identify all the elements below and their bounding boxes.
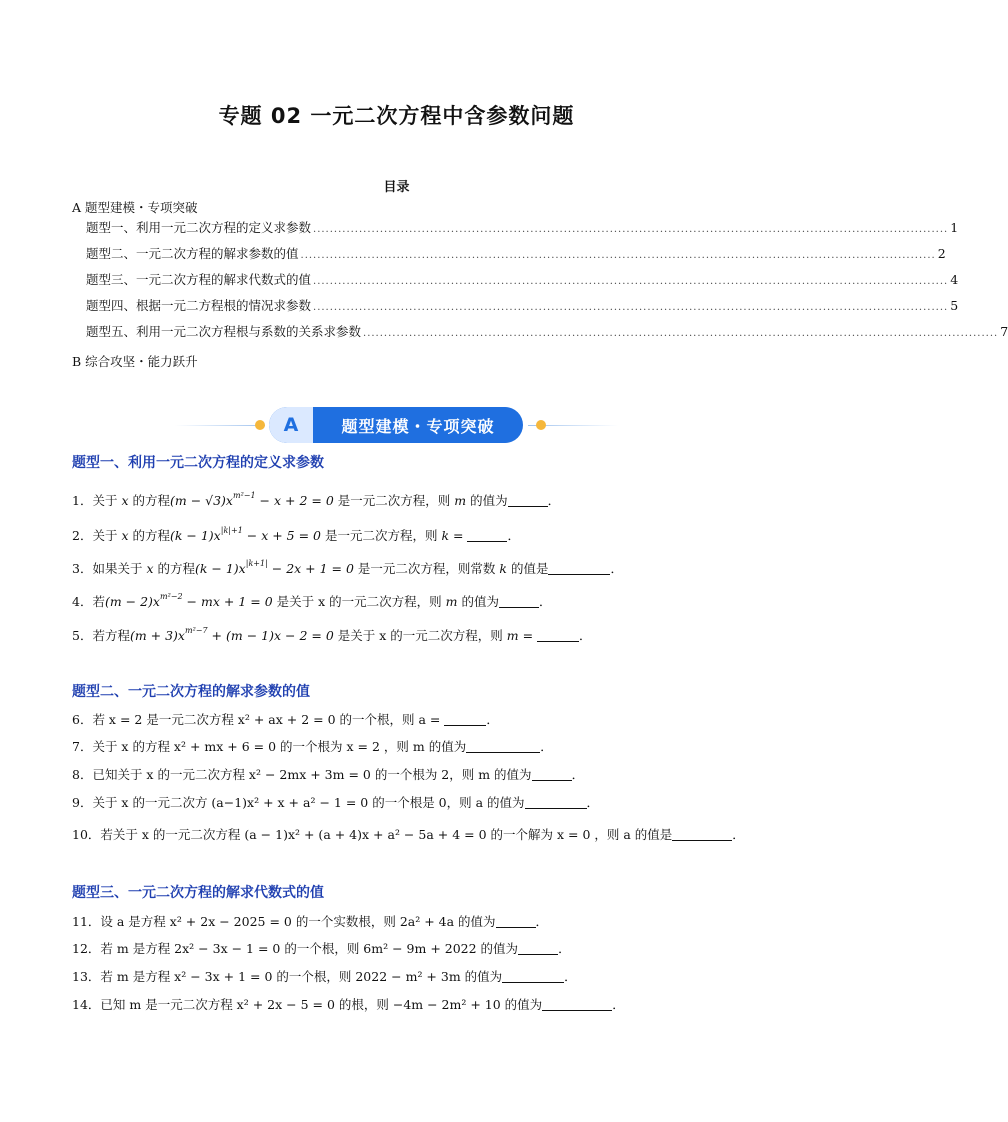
toc-item[interactable] — [86, 244, 946, 262]
answer-blank[interactable] — [537, 628, 579, 642]
question-1: 1．关于 x 的方程$(m - √3)x^{m^2-1} - x + 2 = 0$ 是一元二次方程，则 m 的值为 ． — [72, 491, 561, 508]
toc-item[interactable] — [86, 270, 959, 288]
toc-leader: ........................................................................................................................................................ — [313, 302, 949, 313]
toc-item[interactable] — [86, 218, 959, 236]
question-5: 5．若方程$(m + 3)x^{m^2-7} + (m - 1)x - 2 = 0$ 是关于 x 的一元二次方程，则 m = ． — [72, 626, 592, 643]
section-heading: 题型三、一元二次方程的解求代数式的值 — [72, 885, 324, 901]
toc-leader: ........................................................................................................................................................ — [363, 328, 999, 339]
toc-page-number: 2 — [937, 246, 946, 261]
toc-item-label: 题型五、利用一元二次方程根与系数的关系求参数 — [86, 324, 362, 339]
answer-blank[interactable] — [466, 739, 540, 753]
answer-blank[interactable] — [542, 997, 612, 1011]
banner-dot-left — [255, 420, 265, 430]
question-6: 6．若 x = 2 是一元二次方程 x² + ax + 2 = 0 的一个根，则 a = ． — [72, 712, 499, 727]
banner-line-left — [175, 425, 265, 426]
toc-leader: ........................................................................................................................................................ — [300, 250, 936, 261]
banner-dot-right — [536, 420, 546, 430]
banner-pill — [269, 407, 523, 443]
answer-blank[interactable] — [502, 969, 564, 983]
answer-blank[interactable] — [532, 767, 572, 781]
question-12: 12．若 m 是方程 2x² − 3x − 1 = 0 的一个根，则 6m² − 9m + 2022 的值为 ． — [72, 941, 571, 956]
question-8: 8．已知关于 x 的一元二次方程 x² − 2mx + 3m = 0 的一个根为 2，则 m 的值为 ． — [72, 767, 585, 782]
question-14: 14．已知 m 是一元二次方程 x² + 2x − 5 = 0 的根，则 −4m − 2m² + 10 的值为 ． — [72, 997, 625, 1012]
toc-item-label: 题型四、根据一元二方程根的情况求参数 — [86, 298, 312, 313]
question-11: 11．设 a 是方程 x² + 2x − 2025 = 0 的一个实数根，则 2a² + 4a 的值为 ． — [72, 914, 549, 929]
toc-page-number: 1 — [950, 220, 959, 235]
section-banner — [0, 404, 793, 446]
toc-item[interactable] — [86, 322, 1008, 340]
toc-item-label: 题型一、利用一元二次方程的定义求参数 — [86, 220, 312, 235]
question-3: 3．如果关于 x 的方程$(k - 1)x^{|k+1|} - 2x + 1 = 0$ 是一元二次方程，则常数 k 的值是 ． — [72, 559, 623, 576]
question-7: 7．关于 x 的方程 x² + mx + 6 = 0 的一个根为 x = 2 ，则 m 的值为 ． — [72, 739, 553, 754]
banner-letter: A — [269, 407, 313, 443]
toc-leader: ........................................................................................................................................................ — [313, 224, 949, 235]
toc-item-label: 题型三、一元二次方程的解求代数式的值 — [86, 272, 312, 287]
answer-blank[interactable] — [508, 493, 548, 507]
toc-section-b[interactable]: B 综合攻坚・能力跃升 — [72, 354, 198, 369]
page-title: 专题 02 一元二次方程中含参数问题 — [218, 104, 575, 128]
answer-blank[interactable] — [467, 528, 507, 542]
answer-blank[interactable] — [496, 914, 536, 928]
toc-page-number: 7 — [1000, 324, 1008, 339]
answer-blank[interactable] — [518, 941, 558, 955]
section-heading: 题型二、一元二次方程的解求参数的值 — [72, 684, 310, 700]
answer-blank[interactable] — [444, 712, 486, 726]
section-heading: 题型一、利用一元二次方程的定义求参数 — [72, 455, 324, 471]
answer-blank[interactable] — [672, 827, 732, 841]
question-4: 4．若$(m - 2)x^{m^2-2}$ − mx + 1 = 0 是关于 x 的一元二次方程，则 m 的值为 ． — [72, 592, 552, 609]
question-13: 13．若 m 是方程 x² − 3x + 1 = 0 的一个根，则 2022 − m² + 3m 的值为 ． — [72, 969, 577, 984]
question-10: 10．若关于 x 的一元二次方程 (a − 1)x² + (a + 4)x + a² − 5a + 4 = 0 的一个解为 x = 0 ，则 a 的值是 ． — [72, 827, 745, 842]
question-9: 9．关于 x 的一元二次方 (a−1)x² + x + a² − 1 = 0 的一个根是 0，则 a 的值为 ． — [72, 795, 600, 810]
answer-blank[interactable] — [499, 594, 539, 608]
toc-page-number: 4 — [950, 272, 959, 287]
toc-section-a[interactable]: A 题型建模・专项突破 — [72, 200, 198, 215]
answer-blank[interactable] — [548, 561, 610, 575]
toc-item-label: 题型二、一元二次方程的解求参数的值 — [86, 246, 299, 261]
toc-item[interactable] — [86, 296, 959, 314]
toc-heading: 目录 — [383, 180, 410, 195]
answer-blank[interactable] — [525, 795, 587, 809]
question-2: 2．关于 x 的方程$(k - 1)x^{|k|+1} - x + 5 = 0$ 是一元二次方程，则 k = ． — [72, 526, 520, 543]
banner-text: 题型建模・专项突破 — [341, 416, 495, 436]
toc-leader: ........................................................................................................................................................ — [313, 276, 949, 287]
toc-page-number: 5 — [950, 298, 959, 313]
